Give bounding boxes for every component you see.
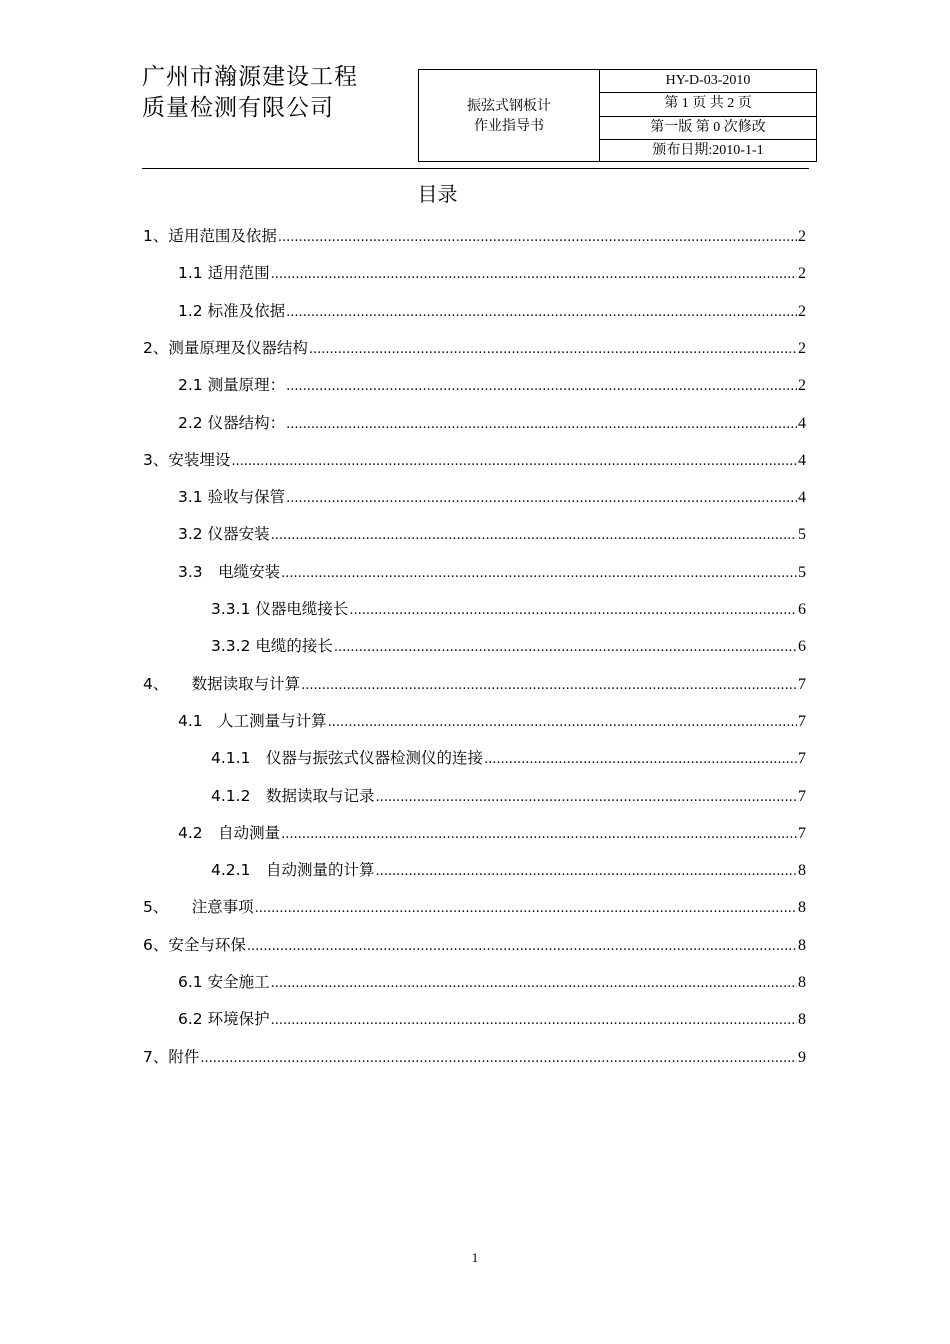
toc-entry[interactable]: [178, 522, 806, 546]
toc-entry-title: 6、安全与环保: [143, 935, 246, 954]
toc-entry-title: 4.1.2 数据读取与记录: [211, 786, 375, 805]
toc-entry-title: 4.1.1 仪器与振弦式仪器检测仪的连接: [211, 749, 483, 768]
toc-entry[interactable]: [178, 560, 806, 584]
toc-entry-page: 2: [798, 265, 806, 283]
toc-entry-page: 4: [798, 489, 806, 507]
toc-entry-title: 3.2 仪器安装: [178, 525, 270, 544]
toc-dot-leader: [271, 1009, 797, 1033]
toc-dot-leader: [247, 935, 797, 959]
issue-date: 颁布日期:2010-1-1: [652, 142, 764, 158]
toc-dot-leader: [255, 897, 797, 921]
company-name-line1: 广州市瀚源建设工程: [142, 64, 358, 90]
toc-entry-title: 3、安装埋设: [143, 450, 231, 469]
toc-dot-leader: [271, 524, 797, 548]
toc-entry[interactable]: [178, 709, 806, 733]
toc-entry-page: 8: [798, 899, 806, 917]
toc-entry-title: 1.1 适用范围: [178, 264, 270, 283]
toc-entry[interactable]: [143, 448, 806, 472]
toc-entry-title: 7、附件: [143, 1047, 200, 1066]
toc-entry-page: 7: [798, 824, 806, 842]
page-number: 1: [471, 1250, 479, 1265]
toc-entry-page: 7: [798, 675, 806, 693]
company-name: [142, 62, 358, 124]
toc-entry-title: 3.3 电缆安装: [178, 562, 281, 581]
toc-entry-title: 4.1 人工测量与计算: [178, 711, 327, 730]
toc-entry[interactable]: [178, 373, 806, 397]
toc-entry[interactable]: [178, 299, 806, 323]
document-code: HY-D-03-2010: [600, 70, 816, 93]
toc-entry-page: 9: [798, 1048, 806, 1066]
toc-title: 目录: [417, 182, 458, 206]
toc-entry[interactable]: [143, 933, 806, 957]
toc-entry-title: 6.2 环境保护: [178, 1010, 270, 1029]
revision: 第一版 第 0 次修改: [600, 117, 816, 140]
toc-dot-leader: [309, 338, 797, 362]
toc-entry-title: 1.2 标准及依据: [178, 301, 286, 320]
toc-dot-leader: [271, 263, 797, 287]
toc-entry-title: 1、适用范围及依据: [143, 227, 277, 245]
toc-entry-page: 8: [798, 1011, 806, 1029]
toc-entry-page: 2: [798, 302, 806, 320]
toc-entry-title: 4.2.1 自动测量的计算: [211, 861, 375, 880]
toc-entry[interactable]: [211, 858, 806, 882]
toc-entry-page: 8: [798, 936, 806, 954]
toc-entry-title: 2.2 仪器结构：: [178, 413, 286, 432]
page-count: 第 1 页 共 2 页: [600, 93, 816, 116]
toc-dot-leader: [375, 786, 797, 810]
toc-entry-title: 5、 注意事项: [143, 898, 254, 917]
document-title-line2: 作业指导书: [474, 117, 544, 134]
toc-entry-title: 3.3.1 仪器电缆接长: [211, 600, 349, 618]
toc-entry-title: 6.1 安全施工: [178, 973, 270, 991]
toc-entry-page: 2: [798, 228, 806, 245]
toc-entry[interactable]: [178, 411, 806, 435]
toc-entry[interactable]: [143, 1045, 806, 1069]
toc-entry[interactable]: [178, 1007, 806, 1031]
toc-entry-page: 2: [798, 339, 806, 357]
toc-dot-leader: [484, 748, 797, 772]
company-name-line2: 质量检测有限公司: [142, 95, 334, 121]
toc-dot-leader: [281, 562, 797, 586]
toc-entry[interactable]: [211, 597, 806, 621]
toc-entry-page: 7: [798, 787, 806, 805]
toc-entry[interactable]: [143, 672, 806, 696]
toc-dot-leader: [286, 487, 797, 511]
toc-entry[interactable]: [178, 970, 806, 994]
toc-dot-leader: [200, 1047, 797, 1071]
toc-entry-page: 6: [798, 601, 806, 618]
toc-entry-title: 4.2 自动测量: [178, 823, 281, 842]
toc-entry-page: 2: [798, 377, 806, 395]
toc-dot-leader: [281, 823, 797, 847]
toc-entry[interactable]: [211, 746, 806, 770]
toc-entry[interactable]: [178, 485, 806, 509]
toc-dot-leader: [286, 413, 797, 437]
toc-entry-page: 8: [798, 974, 806, 991]
toc-dot-leader: [375, 860, 797, 884]
toc-entry[interactable]: [211, 784, 806, 808]
toc-entry[interactable]: [211, 634, 806, 658]
toc-dot-leader: [286, 301, 797, 325]
toc-entry-page: 4: [798, 451, 806, 469]
toc-entry[interactable]: [178, 821, 806, 845]
toc-entry-page: 7: [798, 712, 806, 730]
toc-entry[interactable]: [143, 895, 806, 919]
toc-dot-leader: [271, 972, 797, 996]
toc-dot-leader: [301, 674, 797, 698]
toc-dot-leader: [278, 226, 797, 250]
toc-entry-title: 2.1 测量原理：: [178, 376, 286, 395]
toc-dot-leader: [286, 375, 797, 399]
header-divider: [142, 168, 809, 169]
toc-entry-title: 3.3.2 电缆的接长: [211, 637, 333, 656]
toc-entry[interactable]: [143, 224, 806, 248]
toc-entry-title: 2、测量原理及仪器结构: [143, 338, 308, 357]
toc-entry-page: 7: [798, 750, 806, 768]
toc-entry[interactable]: [178, 261, 806, 285]
toc-entry-page: 5: [798, 526, 806, 544]
toc-entry-title: 3.1 验收与保管: [178, 488, 286, 507]
toc-dot-leader: [231, 450, 797, 474]
toc-entry[interactable]: [143, 336, 806, 360]
toc-entry-page: 6: [798, 638, 806, 656]
toc-dot-leader: [349, 599, 797, 623]
toc-dot-leader: [328, 711, 797, 735]
toc-entry-title: 4、 数据读取与计算: [143, 674, 301, 693]
toc-entry-page: 8: [798, 862, 806, 880]
toc-dot-leader: [334, 636, 797, 660]
toc-entry-page: 4: [798, 414, 806, 432]
document-info-table: [599, 69, 817, 162]
toc-entry-page: 5: [798, 563, 806, 581]
document-title-line1: 振弦式钢板计: [467, 97, 551, 114]
document-title-box: [418, 69, 599, 162]
